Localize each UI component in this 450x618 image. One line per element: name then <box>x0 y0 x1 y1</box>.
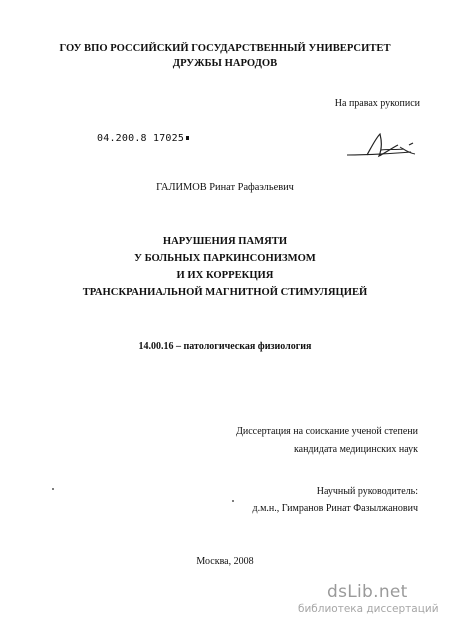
supervisor-name: д.м.н., Гимранов Ринат Фазылжанович <box>252 503 418 514</box>
author-name: ГАЛИМОВ Ринат Рафаэльевич <box>156 182 294 193</box>
title-line-3: И ИХ КОРРЕКЦИЯ <box>176 270 274 281</box>
title-line-2: У БОЛЬНЫХ ПАРКИНСОНИЗМОМ <box>134 253 316 264</box>
watermark-title: dsLib.net <box>327 582 408 602</box>
dissertation-degree-line2: кандидата медицинских наук <box>293 444 418 455</box>
scan-speck <box>232 500 234 502</box>
title-line-4: ТРАНСКРАНИАЛЬНОЙ МАГНИТНОЙ СТИМУЛЯЦИЕЙ <box>82 287 368 298</box>
code-mark <box>186 136 189 140</box>
supervisor-label: Научный руководитель: <box>316 486 418 497</box>
university-name-line1: ГОУ ВПО РОССИЙСКИЙ ГОСУДАРСТВЕННЫЙ УНИВЕРСИТЕТ <box>59 43 391 54</box>
city-year: Москва, 2008 <box>196 556 254 567</box>
handwritten-signature <box>345 128 420 168</box>
specialty-code: 14.00.16 – патологическая физиология <box>138 341 312 352</box>
scan-speck <box>52 488 54 490</box>
university-name-line2: ДРУЖБЫ НАРОДОВ <box>172 58 278 69</box>
archive-code-text: 04.200.8 17025 <box>97 133 185 144</box>
archive-code <box>97 133 189 144</box>
watermark-subtitle: библиотека диссертаций <box>298 603 439 615</box>
manuscript-note: На правах рукописи <box>334 98 420 109</box>
title-line-1: НАРУШЕНИЯ ПАМЯТИ <box>162 236 288 247</box>
dissertation-degree-line1: Диссертация на соискание ученой степени <box>236 426 418 437</box>
